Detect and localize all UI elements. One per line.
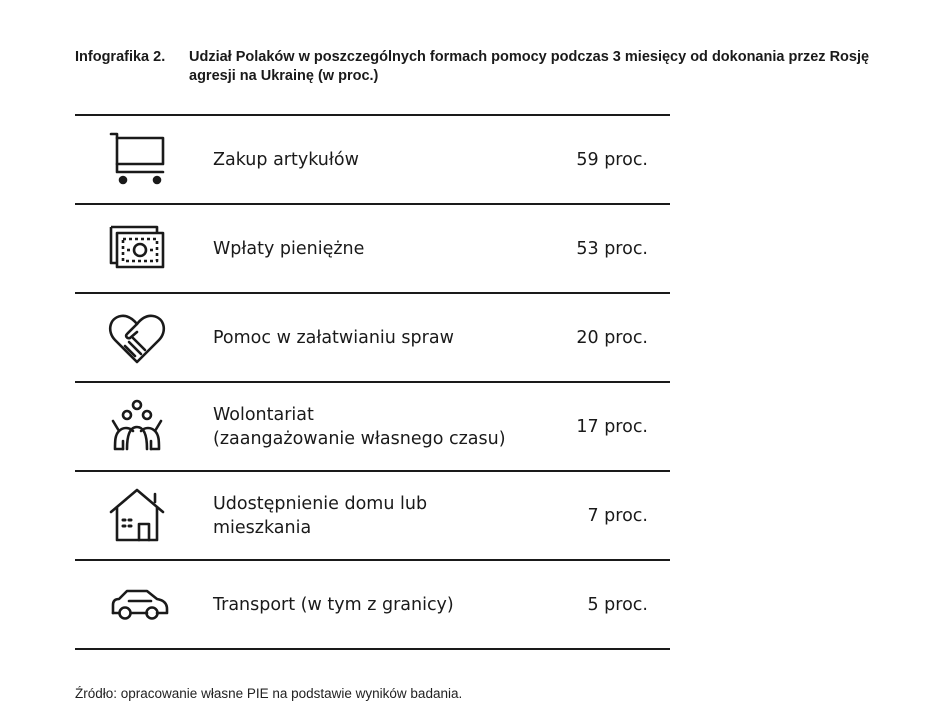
row-label-line1: Wpłaty pieniężne xyxy=(213,238,365,259)
table-row xyxy=(75,472,670,561)
banknote-icon xyxy=(105,219,169,279)
table-row xyxy=(75,383,670,472)
table-row xyxy=(75,116,670,205)
row-label-line2: mieszkania xyxy=(213,517,312,538)
help-forms-table xyxy=(75,114,670,650)
infographic-number: Infografika 2. xyxy=(75,49,166,65)
shopping-cart-icon xyxy=(105,130,169,190)
row-value: 53 proc. xyxy=(576,238,648,259)
row-label xyxy=(213,205,553,292)
infographic-heading: Udział Polaków w poszczególnych formach pomocy podczas 3 miesięcy od dokonania przez Rosję agresji na Ukrainę (w proc.) xyxy=(189,49,870,84)
row-label-line1: Zakup artykułów xyxy=(213,149,359,170)
row-value: 17 proc. xyxy=(576,416,648,437)
row-label-line1: Pomoc w załatwianiu spraw xyxy=(213,327,454,348)
car-icon xyxy=(105,575,169,635)
table-row xyxy=(75,561,670,650)
row-value: 59 proc. xyxy=(576,149,648,170)
row-value: 5 proc. xyxy=(587,594,648,615)
row-label xyxy=(213,116,553,203)
handshake-heart-icon xyxy=(105,308,169,368)
row-label-line1: Wolontariat xyxy=(213,404,314,425)
row-label-line1: Transport (w tym z granicy) xyxy=(213,594,454,615)
house-icon xyxy=(105,486,169,546)
row-label xyxy=(213,383,553,470)
source-note: Źródło: opracowanie własne PIE na podstawie wyników badania. xyxy=(75,686,463,701)
row-value: 7 proc. xyxy=(587,505,648,526)
row-label xyxy=(213,561,553,648)
table-row xyxy=(75,294,670,383)
table-row xyxy=(75,205,670,294)
row-label-line2: (zaangażowanie własnego czasu) xyxy=(213,428,506,449)
row-label xyxy=(213,472,553,559)
volunteers-icon xyxy=(105,397,169,457)
row-value: 20 proc. xyxy=(576,327,648,348)
row-label-line1: Udostępnienie domu lub xyxy=(213,493,428,514)
row-label xyxy=(213,294,553,381)
